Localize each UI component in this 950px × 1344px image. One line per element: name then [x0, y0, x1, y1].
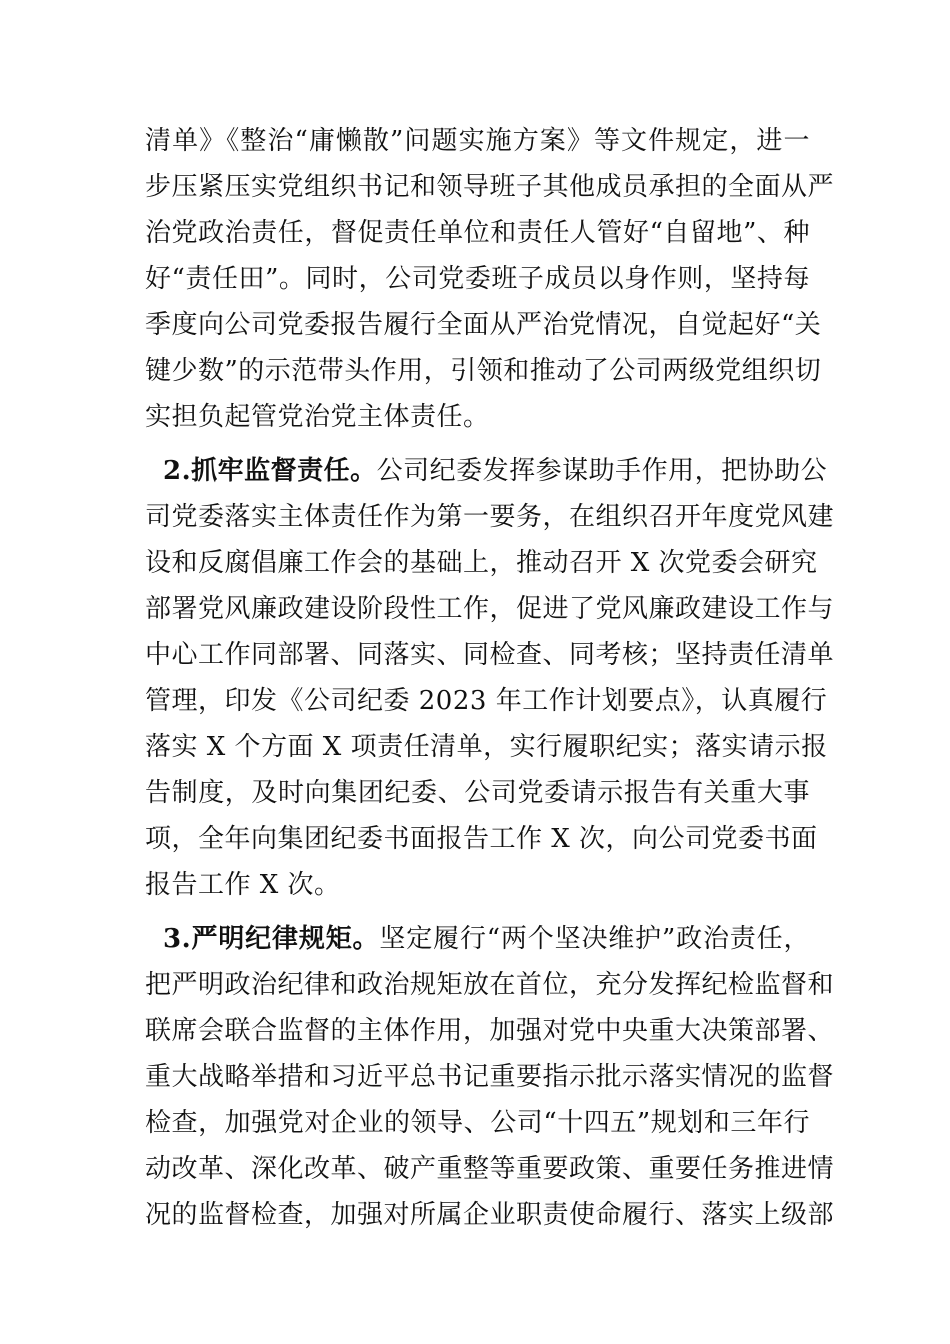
- paragraph-3: [145, 916, 835, 1238]
- text-line: 项，全年向集团纪委书面报告工作 X 次，向公司党委书面: [145, 824, 818, 854]
- text-line: 把严明政治纪律和政治规矩放在首位，充分发挥纪检监督和: [145, 970, 835, 1000]
- text-line: 告制度，及时向集团纪委、公司党委请示报告有关重大事: [145, 778, 810, 808]
- text-line: 实担负起管党治党主体责任。: [145, 402, 490, 432]
- section-heading: 3.严明纪律规矩。: [163, 924, 380, 954]
- paragraph-spacing: [145, 908, 810, 916]
- text-line: 报告工作 X 次。: [145, 870, 341, 900]
- paragraph-2: [145, 448, 835, 908]
- section-heading: 2.抓牢监督责任。: [163, 456, 377, 486]
- document-body: [145, 118, 835, 1238]
- text-line: 部署党风廉政建设阶段性工作，促进了党风廉政建设工作与: [145, 594, 835, 624]
- text-line: 落实 X 个方面 X 项责任清单，实行履职纪实；落实请示报: [145, 732, 828, 762]
- text-line: 动改革、深化改革、破产重整等重要政策、重要任务推进情: [145, 1154, 835, 1184]
- paragraph-1: [145, 118, 835, 440]
- text-line: 司党委落实主体责任作为第一要务，在组织召开年度党风建: [145, 502, 835, 532]
- text-line: 况的监督检查，加强对所属企业职责使命履行、落实上级部: [145, 1200, 835, 1230]
- text-line: 检查，加强党对企业的领导、公司“十四五”规划和三年行: [145, 1108, 810, 1138]
- text-line: 键少数”的示范带头作用，引领和推动了公司两级党组织切: [145, 356, 822, 386]
- text-line: 好“责任田”。同时，公司党委班子成员以身作则，坚持每: [145, 264, 810, 294]
- text-line: [145, 448, 828, 494]
- text-line: 治党政治责任，督促责任单位和责任人管好“自留地”、种: [145, 218, 810, 248]
- text-line: [145, 916, 810, 962]
- text-line: 清单》《整治“庸懒散”问题实施方案》等文件规定，进一: [145, 126, 810, 156]
- text-line: 重大战略举措和习近平总书记重要指示批示落实情况的监督: [145, 1062, 835, 1092]
- paragraph-spacing: [145, 440, 810, 448]
- text-run: 坚定履行“两个坚决维护”政治责任，: [379, 924, 810, 954]
- text-line: 联席会联合监督的主体作用，加强对党中央重大决策部署、: [145, 1016, 835, 1046]
- text-line: 设和反腐倡廉工作会的基础上，推动召开 X 次党委会研究: [145, 548, 818, 578]
- text-run: 公司纪委发挥参谋助手作用，把协助公: [376, 456, 828, 486]
- text-line: 步压紧压实党组织书记和领导班子其他成员承担的全面从严: [145, 172, 835, 202]
- text-line: 季度向公司党委报告履行全面从严治党情况，自觉起好“关: [145, 310, 822, 340]
- text-line: 中心工作同部署、同落实、同检查、同考核；坚持责任清单: [145, 640, 835, 670]
- text-line: 管理，印发《公司纪委 2023 年工作计划要点》，认真履行: [145, 686, 828, 716]
